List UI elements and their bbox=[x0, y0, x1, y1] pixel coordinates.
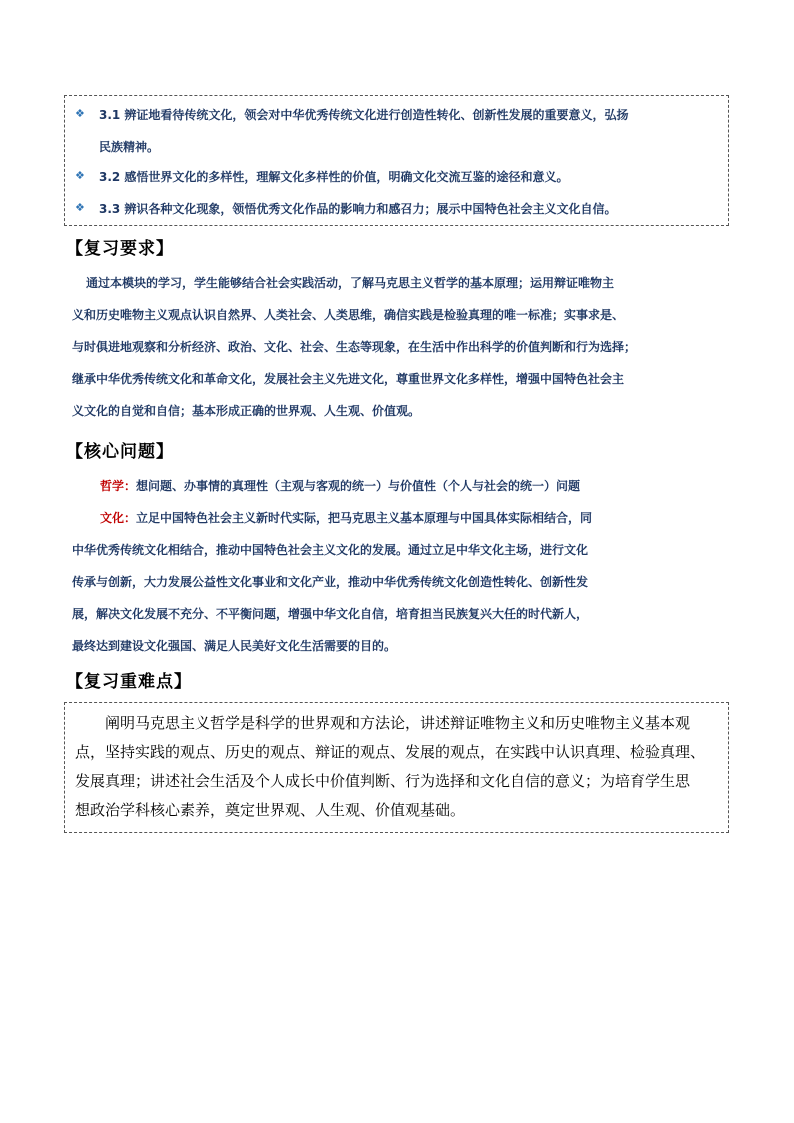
objective-text bbox=[75, 193, 720, 225]
key-difficult-points-box bbox=[64, 702, 729, 833]
objective-line: 民族精神。 bbox=[99, 140, 160, 154]
philosophy-label: 哲学： bbox=[100, 479, 137, 493]
paragraph-line: 继承中华优秀传统文化和革命文化，发展社会主义先进文化，尊重世界文化多样性，增强中国特色社会主 bbox=[72, 372, 625, 386]
paragraph-line: 阐明马克思主义哲学是科学的世界观和方法论，讲述辩证唯物主义和历史唯物主义基本观 bbox=[105, 714, 691, 732]
paragraph-line: 传承与创新，大力发展公益性文化事业和文化产业，推动中华优秀传统文化创造性转化、创新性发 bbox=[72, 575, 589, 589]
paragraph-line: 中华优秀传统文化相结合，推动中国特色社会主义文化的发展。通过立足中华文化主场，进行文化 bbox=[72, 543, 589, 557]
philosophy-line bbox=[72, 470, 732, 502]
objective-text bbox=[75, 161, 720, 193]
philosophy-text: 想问题、办事情的真理性（主观与客观的统一）与价值性（个人与社会的统一）问题 bbox=[136, 479, 581, 493]
key-difficult-points-text bbox=[75, 709, 717, 825]
paragraph-line: 通过本模块的学习，学生能够结合社会实践活动，了解马克思主义哲学的基本原理；运用辩证唯物主 bbox=[86, 276, 615, 290]
culture-text: 立足中国特色社会主义新时代实际，把马克思主义基本原理与中国具体实际相结合，同 bbox=[136, 511, 593, 525]
paragraph-line: 展，解决文化发展不充分、不平衡问题，增强中华文化自信，培育担当民族复兴大任的时代新人， bbox=[72, 607, 589, 621]
objective-text bbox=[75, 99, 720, 163]
core-questions-paragraph bbox=[72, 470, 732, 662]
objective-line: 3.1 辨证地看待传统文化，领会对中华优秀传统文化进行创造性转化、创新性发展的重要意义，弘扬 bbox=[99, 108, 629, 122]
diamond-bullet-icon: ❖ bbox=[75, 201, 85, 214]
objective-item bbox=[75, 161, 720, 193]
culture-line bbox=[72, 502, 732, 534]
objective-line: 3.2 感悟世界文化的多样性，理解文化多样性的价值，明确文化交流互鉴的途径和意义。 bbox=[99, 170, 569, 184]
section-heading-difficult-points: 【复习重难点】 bbox=[66, 672, 192, 692]
paragraph-line: 与时俱进地观察和分析经济、政治、文化、社会、生态等现象，在生活中作出科学的价值判断和行为选择； bbox=[72, 340, 637, 354]
objectives-box bbox=[64, 95, 729, 226]
paragraph-line: 最终达到建设文化强国、满足人民美好文化生活需要的目的。 bbox=[72, 639, 397, 653]
paragraph-line: 义和历史唯物主义观点认识自然界、人类社会、人类思维，确信实践是检验真理的唯一标准；实事求是、 bbox=[72, 308, 625, 322]
section-heading-review: 【复习要求】 bbox=[66, 239, 174, 259]
section-heading-core: 【核心问题】 bbox=[66, 442, 174, 462]
paragraph-line: 想政治学科核心素养，奠定世界观、人生观、价值观基础。 bbox=[75, 801, 466, 819]
culture-label: 文化： bbox=[100, 511, 137, 525]
objective-item bbox=[75, 193, 720, 225]
diamond-bullet-icon: ❖ bbox=[75, 107, 85, 120]
paragraph-line: 义文化的自觉和自信；基本形成正确的世界观、人生观、价值观。 bbox=[72, 404, 421, 418]
objective-line: 3.3 辨识各种文化现象，领悟优秀文化作品的影响力和感召力；展示中国特色社会主义文化自信。 bbox=[99, 202, 617, 216]
review-requirements-paragraph bbox=[72, 267, 732, 427]
diamond-bullet-icon: ❖ bbox=[75, 169, 85, 182]
objective-item bbox=[75, 99, 720, 163]
paragraph-line: 发展真理；讲述社会生活及个人成长中价值判断、行为选择和文化自信的意义；为培育学生思 bbox=[75, 772, 691, 790]
paragraph-line: 点，坚持实践的观点、历史的观点、辩证的观点、发展的观点，在实践中认识真理、检验真理、 bbox=[75, 743, 706, 761]
